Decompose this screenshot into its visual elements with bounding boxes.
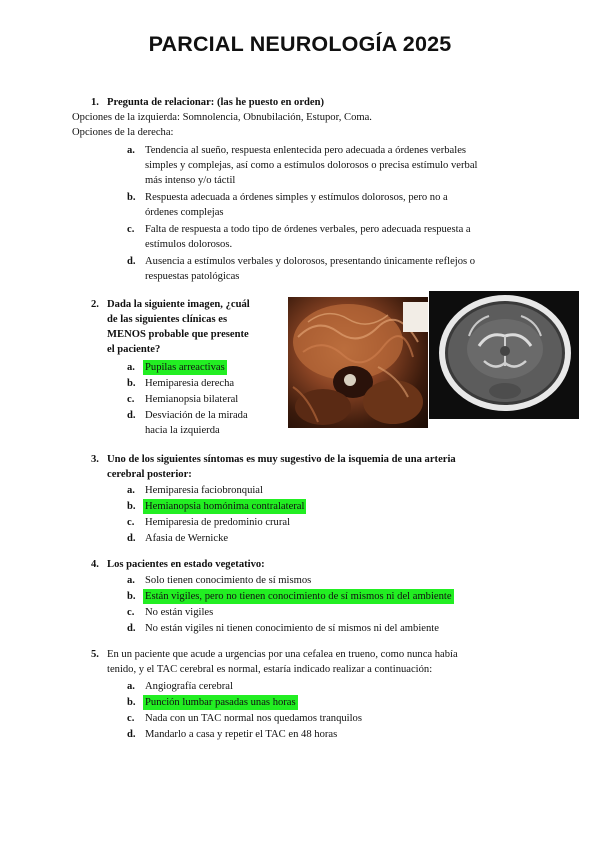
brain-specimen-photo [288,297,428,428]
option-text: Ausencia a estímulos verbales y dolorosos, presentando únicamente reflejos o [145,256,476,267]
ct-scan-graphic [429,291,579,419]
question-text: de las siguientes clínicas es [107,314,228,325]
option-letter: c. [127,713,135,724]
option-letter: a. [127,681,135,692]
right-options-label: Opciones de la derecha: [72,127,174,138]
option-text: estímulos dolorosos. [145,239,233,250]
option-text: No están vigiles ni tienen conocimiento de sí mismos ni del ambiente [145,623,439,634]
option-letter: c. [127,607,135,618]
option-letter: d. [127,256,136,267]
option-letter: c. [127,517,135,528]
option-text: Hemiparesia derecha [145,378,235,389]
option-letter: d. [127,410,136,421]
option-letter: b. [127,697,136,708]
question-text: Uno de los siguientes síntomas es muy sugestivo de la isquemia de una arteria [107,454,456,465]
option-text-correct: Hemianopsia homónima contralateral [145,501,305,512]
option-text: Hemiparesia faciobronquial [145,485,263,496]
option-letter: a. [127,575,135,586]
question-text: Pregunta de relacionar: (las he puesto en orden) [107,97,325,108]
brain-specimen-graphic [288,297,428,428]
option-letter: b. [127,192,136,203]
question-text: Los pacientes en estado vegetativo: [107,559,265,570]
question-text: MENOS probable que presente [107,329,249,340]
option-letter: b. [127,378,136,389]
option-text: Respuesta adecuada a órdenes simples y estímulos dolorosos, pero no a [145,192,448,203]
option-letter: b. [127,591,136,602]
option-letter: c. [127,224,135,235]
question-number: 1. [91,97,99,108]
question-text: tenido, y el TAC cerebral es normal, estaría indicado realizar a continuación: [107,664,433,675]
option-letter: b. [127,501,136,512]
option-text: Falta de respuesta a todo tipo de órdenes verbales, pero adecuada respuesta a [145,224,471,235]
question-text: el paciente? [107,344,161,355]
option-text: más intenso y/o táctil [145,175,236,186]
question-text: cerebral posterior: [107,469,192,480]
option-text: Hemiparesia de predominio crural [145,517,291,528]
option-text: Solo tienen conocimiento de sí mismos [145,575,312,586]
option-text-correct: Pupilas arreactivas [145,362,225,373]
option-letter: a. [127,485,135,496]
question-number: 2. [91,299,99,310]
question-text: En un paciente que acude a urgencias por una cefalea en trueno, como nunca había [107,649,458,660]
option-text: Afasia de Wernicke [145,533,229,544]
option-text: Hemianopsia bilateral [145,394,239,405]
question-number: 4. [91,559,99,570]
option-letter: d. [127,729,136,740]
option-text: Mandarlo a casa y repetir el TAC en 48 horas [145,729,338,740]
question-number: 3. [91,454,99,465]
page-title: PARCIAL NEUROLOGÍA 2025 [148,32,452,56]
option-letter: c. [127,394,135,405]
option-letter: a. [127,362,135,373]
option-letter: d. [127,623,136,634]
option-text: respuestas patológicas [145,271,240,282]
option-text: órdenes complejas [145,207,224,218]
left-options: Opciones de la izquierda: Somnolencia, Obnubilación, Estupor, Coma. [72,112,372,123]
option-text: simples y complejas, así como a estímulos dolorosos o precisa estímulo verbal [145,160,478,171]
option-letter: d. [127,533,136,544]
option-text-correct: Están vigiles, pero no tienen conocimiento de sí mismos ni del ambiente [145,591,452,602]
option-letter: a. [127,145,135,156]
option-text: Desviación de la mirada [145,410,248,421]
ct-scan-image [429,291,579,419]
option-text: Tendencia al sueño, respuesta enlentecida pero adecuada a órdenes verbales [145,145,467,156]
option-text: hacia la izquierda [145,425,220,436]
question-number: 5. [91,649,99,660]
option-text: Nada con un TAC normal nos quedamos tranquilos [145,713,362,724]
option-text-correct: Punción lumbar pasadas unas horas [145,697,296,708]
option-text: Angiografía cerebral [145,681,233,692]
question-text: Dada la siguiente imagen, ¿cuál [107,299,250,310]
option-text: No están vigiles [145,607,214,618]
